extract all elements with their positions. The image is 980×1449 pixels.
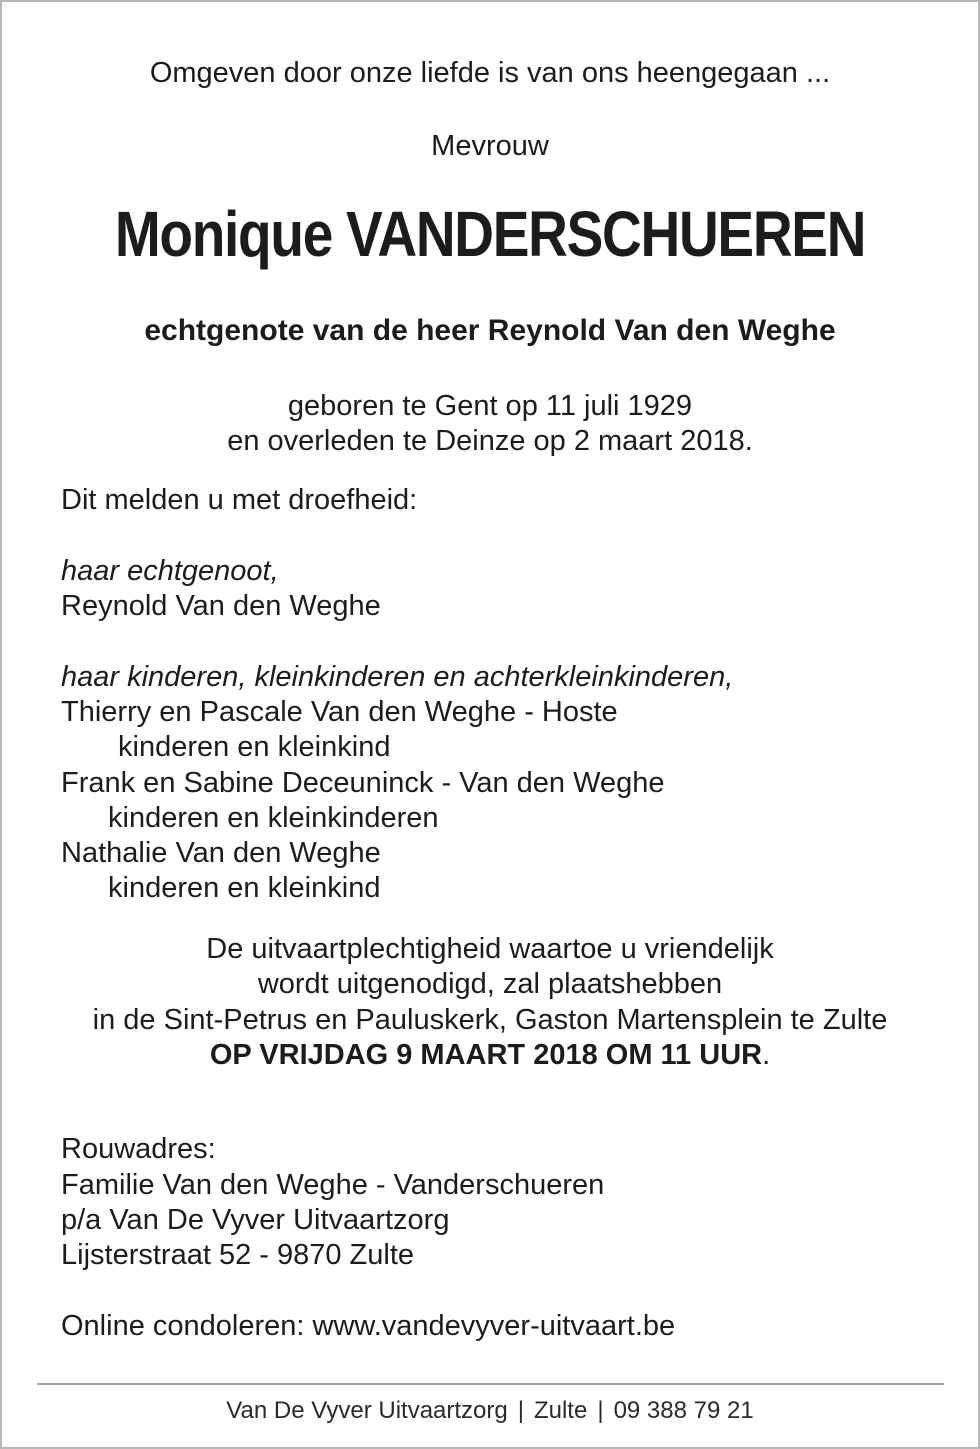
ceremony-line-2: wordt uitgenodigd, zal plaatshebben <box>257 968 723 1000</box>
spouse-line: echtgenote van de heer Reynold Van den Weghe <box>144 314 836 347</box>
footer-town: Zulte <box>533 1397 588 1424</box>
footer-separator: | <box>597 1397 604 1424</box>
footer-separator: | <box>517 1397 524 1424</box>
husband-name: Reynold Van den Weghe <box>61 590 381 622</box>
child-entry-sub: kinderen en kleinkind <box>108 872 381 904</box>
ceremony-date-period: . <box>762 1039 771 1071</box>
address-heading: Rouwadres: <box>61 1133 216 1165</box>
footer-company: Van De Vyver Uitvaartzorg <box>226 1397 508 1424</box>
child-entry-sub: kinderen en kleinkind <box>118 731 391 763</box>
ceremony-date-line <box>2 1038 978 1073</box>
title-text: Mevrouw <box>431 130 549 162</box>
death-line: en overleden te Deinze op 2 maart 2018. <box>227 425 753 457</box>
deceased-name: Monique VANDERSCHUEREN <box>114 198 866 270</box>
ceremony-date: OP VRIJDAG 9 MAART 2018 OM 11 UUR <box>209 1039 763 1071</box>
address-line-3: Lijsterstraat 52 - 9870 Zulte <box>61 1239 415 1271</box>
intro-text: Omgeven door onze liefde is van ons heengegaan ... <box>149 57 831 89</box>
address-line-1: Familie Van den Weghe - Vanderschueren <box>61 1169 605 1201</box>
ceremony-line-1: De uitvaartplechtigheid waartoe u vriendelijk <box>206 933 774 965</box>
children-heading: haar kinderen, kleinkinderen en achterkleinkinderen, <box>61 661 734 693</box>
child-entry-name: Thierry en Pascale Van den Weghe - Hoste <box>61 696 618 728</box>
footer-phone: 09 388 79 21 <box>613 1397 754 1424</box>
footer-divider <box>37 1383 944 1385</box>
child-entry-name: Nathalie Van den Weghe <box>61 837 381 869</box>
online-condolence: Online condoleren: www.vandevyver-uitvaart.be <box>61 1310 676 1342</box>
address-line-2: p/a Van De Vyver Uitvaartzorg <box>61 1204 450 1236</box>
announce-line: Dit melden u met droefheid: <box>61 484 418 516</box>
birth-line: geboren te Gent op 11 juli 1929 <box>287 390 693 422</box>
child-entry-sub: kinderen en kleinkinderen <box>108 802 439 834</box>
ceremony-line-3: in de Sint-Petrus en Pauluskerk, Gaston Martensplein te Zulte <box>92 1004 888 1036</box>
child-entry-name: Frank en Sabine Deceuninck - Van den Weghe <box>61 767 665 799</box>
footer <box>2 1396 978 1426</box>
husband-heading: haar echtgenoot, <box>61 555 279 587</box>
